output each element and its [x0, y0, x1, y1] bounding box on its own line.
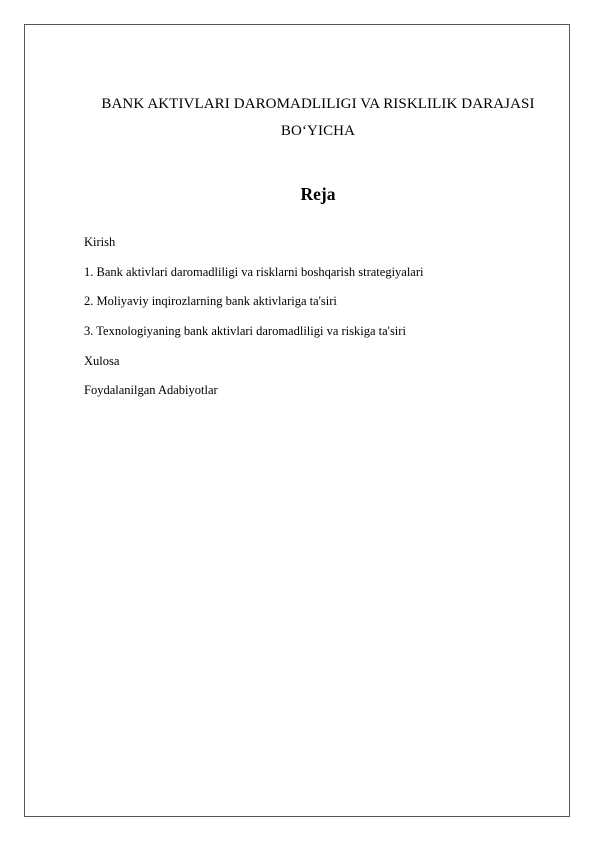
- document-title-line-1: BANK AKTIVLARI DAROMADLILIGI VA RISKLILIK DARAJASI: [101, 96, 535, 112]
- document-title-line-2: BO‘YICHA: [280, 123, 356, 139]
- plan-item-2: 2. Moliyaviy inqirozlarning bank aktivlariga ta'siri: [84, 294, 337, 309]
- plan-item-1: 1. Bank aktivlari daromadliligi va risklarni boshqarish strategiyalari: [84, 264, 424, 279]
- plan-item-conclusion: Xulosa: [84, 353, 120, 368]
- plan-item-3: 3. Texnologiyaning bank aktivlari daromadliligi va riskiga ta'siri: [84, 324, 406, 339]
- plan-item-intro: Kirish: [84, 235, 116, 249]
- plan-heading: Reja: [300, 184, 336, 204]
- page-border: [24, 24, 570, 817]
- plan-list: [84, 235, 424, 413]
- plan-item-references: Foydalanilgan Adabiyotlar: [84, 383, 218, 398]
